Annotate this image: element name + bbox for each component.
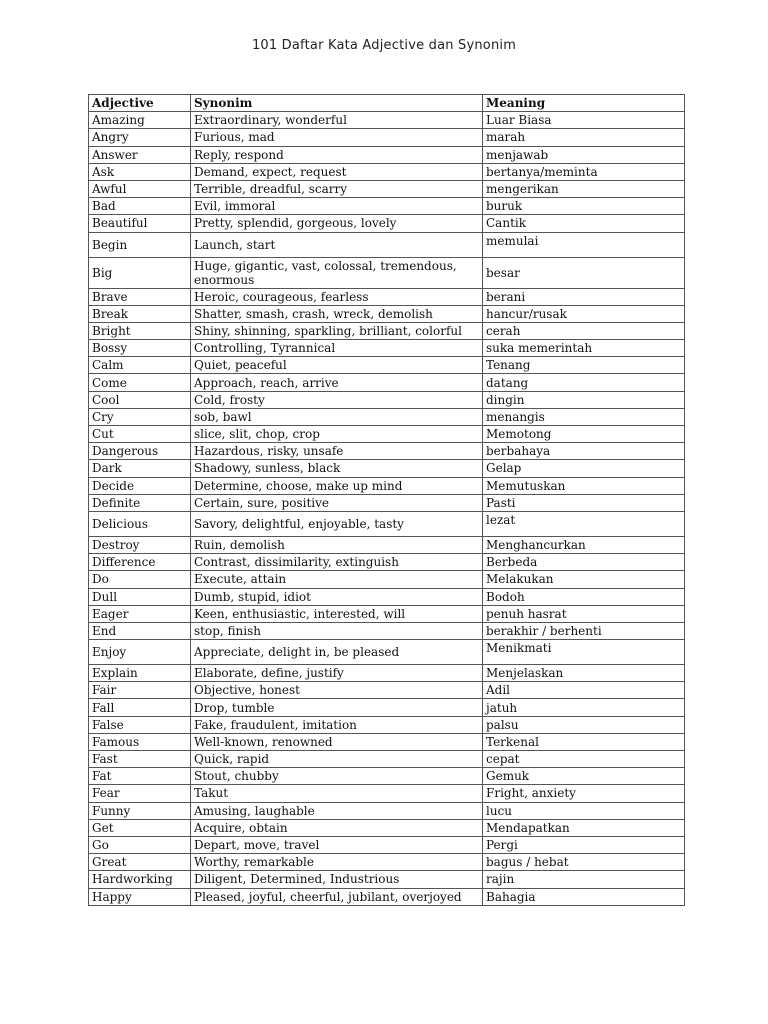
table-row xyxy=(89,494,685,511)
table-row xyxy=(89,146,685,163)
cell-synonim: Dumb, stupid, idiot xyxy=(191,588,483,605)
table-row xyxy=(89,257,685,288)
cell-adjective: Eager xyxy=(89,605,191,622)
cell-meaning: besar xyxy=(483,257,685,288)
cell-meaning: Bodoh xyxy=(483,588,685,605)
cell-adjective: Bright xyxy=(89,322,191,339)
table-row xyxy=(89,391,685,408)
cell-synonim: Fake, fraudulent, imitation xyxy=(191,716,483,733)
cell-synonim: Well-known, renowned xyxy=(191,733,483,750)
cell-synonim: Ruin, demolish xyxy=(191,536,483,553)
cell-adjective: Happy xyxy=(89,888,191,905)
cell-adjective: Begin xyxy=(89,232,191,257)
cell-adjective: Dark xyxy=(89,460,191,477)
vocabulary-table xyxy=(88,94,685,906)
cell-meaning: penuh hasrat xyxy=(483,605,685,622)
cell-meaning: Menghancurkan xyxy=(483,536,685,553)
cell-adjective: Amazing xyxy=(89,112,191,129)
cell-synonim: slice, slit, chop, crop xyxy=(191,426,483,443)
cell-meaning: menangis xyxy=(483,408,685,425)
cell-synonim: Execute, attain xyxy=(191,571,483,588)
table-row xyxy=(89,180,685,197)
cell-adjective: Bad xyxy=(89,198,191,215)
cell-synonim: stop, finish xyxy=(191,622,483,639)
cell-adjective: Ask xyxy=(89,163,191,180)
table-row xyxy=(89,408,685,425)
table-row xyxy=(89,716,685,733)
table-row xyxy=(89,640,685,665)
header-meaning: Meaning xyxy=(483,95,685,112)
cell-meaning: Terkenal xyxy=(483,733,685,750)
cell-adjective: Cry xyxy=(89,408,191,425)
page-title: 101 Daftar Kata Adjective dan Synonim xyxy=(251,38,517,53)
cell-meaning: berani xyxy=(483,288,685,305)
table-row xyxy=(89,511,685,536)
cell-meaning: mengerikan xyxy=(483,180,685,197)
cell-meaning: Fright, anxiety xyxy=(483,785,685,802)
table-row xyxy=(89,768,685,785)
table-row xyxy=(89,699,685,716)
cell-synonim: Huge, gigantic, vast, colossal, tremendous, enormous xyxy=(191,257,483,288)
cell-adjective: Get xyxy=(89,819,191,836)
cell-adjective: End xyxy=(89,622,191,639)
cell-meaning: Cantik xyxy=(483,215,685,232)
table-row xyxy=(89,802,685,819)
cell-adjective: Definite xyxy=(89,494,191,511)
table-row xyxy=(89,836,685,853)
table-row xyxy=(89,733,685,750)
cell-meaning: Gemuk xyxy=(483,768,685,785)
cell-synonim: Pretty, splendid, gorgeous, lovely xyxy=(191,215,483,232)
cell-synonim: Extraordinary, wonderful xyxy=(191,112,483,129)
cell-meaning: Pasti xyxy=(483,494,685,511)
table-row xyxy=(89,163,685,180)
cell-adjective: Dangerous xyxy=(89,443,191,460)
cell-meaning: Berbeda xyxy=(483,554,685,571)
cell-adjective: Destroy xyxy=(89,536,191,553)
cell-meaning: Bahagia xyxy=(483,888,685,905)
cell-meaning: dingin xyxy=(483,391,685,408)
cell-synonim: Appreciate, delight in, be pleased xyxy=(191,640,483,665)
cell-meaning: bagus / hebat xyxy=(483,854,685,871)
cell-synonim: Worthy, remarkable xyxy=(191,854,483,871)
cell-synonim: Depart, move, travel xyxy=(191,836,483,853)
cell-synonim: Shadowy, sunless, black xyxy=(191,460,483,477)
cell-synonim: Launch, start xyxy=(191,232,483,257)
cell-meaning: bertanya/meminta xyxy=(483,163,685,180)
cell-meaning: cepat xyxy=(483,751,685,768)
cell-adjective: Cut xyxy=(89,426,191,443)
cell-adjective: Dull xyxy=(89,588,191,605)
table-row xyxy=(89,112,685,129)
cell-adjective: Go xyxy=(89,836,191,853)
cell-synonim: Savory, delightful, enjoyable, tasty xyxy=(191,511,483,536)
cell-synonim: Quiet, peaceful xyxy=(191,357,483,374)
cell-adjective: Cool xyxy=(89,391,191,408)
cell-synonim: Contrast, dissimilarity, extinguish xyxy=(191,554,483,571)
table-row xyxy=(89,426,685,443)
table-row xyxy=(89,340,685,357)
cell-synonim: Determine, choose, make up mind xyxy=(191,477,483,494)
cell-synonim: Shiny, shinning, sparkling, brilliant, colorful xyxy=(191,322,483,339)
cell-synonim: Keen, enthusiastic, interested, will xyxy=(191,605,483,622)
cell-meaning: Gelap xyxy=(483,460,685,477)
table-row xyxy=(89,854,685,871)
cell-synonim: Evil, immoral xyxy=(191,198,483,215)
cell-meaning: Memotong xyxy=(483,426,685,443)
cell-meaning: berbahaya xyxy=(483,443,685,460)
table-row xyxy=(89,682,685,699)
cell-meaning: berakhir / berhenti xyxy=(483,622,685,639)
cell-synonim: Heroic, courageous, fearless xyxy=(191,288,483,305)
table-row xyxy=(89,888,685,905)
cell-synonim: Pleased, joyful, cheerful, jubilant, overjoyed xyxy=(191,888,483,905)
table-row xyxy=(89,198,685,215)
cell-adjective: Enjoy xyxy=(89,640,191,665)
table-row xyxy=(89,129,685,146)
cell-synonim: Amusing, laughable xyxy=(191,802,483,819)
cell-synonim: Controlling, Tyrannical xyxy=(191,340,483,357)
cell-synonim: Furious, mad xyxy=(191,129,483,146)
cell-adjective: Fear xyxy=(89,785,191,802)
cell-synonim: Approach, reach, arrive xyxy=(191,374,483,391)
cell-meaning: lezat xyxy=(483,511,685,536)
cell-synonim: Objective, honest xyxy=(191,682,483,699)
cell-meaning: Luar Biasa xyxy=(483,112,685,129)
table-row xyxy=(89,751,685,768)
cell-synonim: Takut xyxy=(191,785,483,802)
cell-adjective: Delicious xyxy=(89,511,191,536)
table-row xyxy=(89,665,685,682)
cell-synonim: Acquire, obtain xyxy=(191,819,483,836)
cell-synonim: Stout, chubby xyxy=(191,768,483,785)
table-header-row xyxy=(89,95,685,112)
table-row xyxy=(89,232,685,257)
cell-synonim: sob, bawl xyxy=(191,408,483,425)
cell-adjective: Break xyxy=(89,305,191,322)
table-row xyxy=(89,622,685,639)
cell-meaning: buruk xyxy=(483,198,685,215)
table-row xyxy=(89,322,685,339)
cell-meaning: Melakukan xyxy=(483,571,685,588)
cell-meaning: Menikmati xyxy=(483,640,685,665)
cell-adjective: Fast xyxy=(89,751,191,768)
cell-meaning: marah xyxy=(483,129,685,146)
table-row xyxy=(89,305,685,322)
cell-meaning: Mendapatkan xyxy=(483,819,685,836)
table-row xyxy=(89,785,685,802)
cell-synonim: Shatter, smash, crash, wreck, demolish xyxy=(191,305,483,322)
cell-meaning: suka memerintah xyxy=(483,340,685,357)
cell-synonim: Cold, frosty xyxy=(191,391,483,408)
table-row xyxy=(89,536,685,553)
cell-meaning: Tenang xyxy=(483,357,685,374)
cell-adjective: Calm xyxy=(89,357,191,374)
cell-adjective: Difference xyxy=(89,554,191,571)
table-row xyxy=(89,871,685,888)
cell-adjective: Awful xyxy=(89,180,191,197)
cell-synonim: Hazardous, risky, unsafe xyxy=(191,443,483,460)
table-row xyxy=(89,215,685,232)
table-row xyxy=(89,374,685,391)
cell-adjective: Fair xyxy=(89,682,191,699)
cell-meaning: palsu xyxy=(483,716,685,733)
cell-adjective: Famous xyxy=(89,733,191,750)
table-row xyxy=(89,443,685,460)
table-row xyxy=(89,554,685,571)
cell-adjective: Angry xyxy=(89,129,191,146)
cell-adjective: Funny xyxy=(89,802,191,819)
cell-adjective: False xyxy=(89,716,191,733)
cell-adjective: Brave xyxy=(89,288,191,305)
cell-adjective: Beautiful xyxy=(89,215,191,232)
table-row xyxy=(89,357,685,374)
cell-adjective: Fat xyxy=(89,768,191,785)
cell-meaning: lucu xyxy=(483,802,685,819)
cell-adjective: Great xyxy=(89,854,191,871)
cell-meaning: memulai xyxy=(483,232,685,257)
cell-synonim: Terrible, dreadful, scarry xyxy=(191,180,483,197)
cell-adjective: Explain xyxy=(89,665,191,682)
table-row xyxy=(89,605,685,622)
cell-adjective: Hardworking xyxy=(89,871,191,888)
table-row xyxy=(89,588,685,605)
cell-meaning: datang xyxy=(483,374,685,391)
cell-meaning: rajin xyxy=(483,871,685,888)
header-adjective: Adjective xyxy=(89,95,191,112)
cell-adjective: Fall xyxy=(89,699,191,716)
cell-adjective: Answer xyxy=(89,146,191,163)
cell-adjective: Come xyxy=(89,374,191,391)
cell-meaning: Pergi xyxy=(483,836,685,853)
table-row xyxy=(89,571,685,588)
cell-synonim: Certain, sure, positive xyxy=(191,494,483,511)
cell-meaning: hancur/rusak xyxy=(483,305,685,322)
table-row xyxy=(89,477,685,494)
table-row xyxy=(89,460,685,477)
cell-adjective: Do xyxy=(89,571,191,588)
cell-adjective: Decide xyxy=(89,477,191,494)
cell-synonim: Reply, respond xyxy=(191,146,483,163)
cell-synonim: Elaborate, define, justify xyxy=(191,665,483,682)
cell-meaning: Memutuskan xyxy=(483,477,685,494)
cell-synonim: Demand, expect, request xyxy=(191,163,483,180)
cell-synonim: Drop, tumble xyxy=(191,699,483,716)
table-row xyxy=(89,288,685,305)
header-synonim: Synonim xyxy=(191,95,483,112)
cell-meaning: jatuh xyxy=(483,699,685,716)
cell-meaning: Menjelaskan xyxy=(483,665,685,682)
cell-synonim: Diligent, Determined, Industrious xyxy=(191,871,483,888)
cell-synonim: Quick, rapid xyxy=(191,751,483,768)
cell-adjective: Big xyxy=(89,257,191,288)
table-row xyxy=(89,819,685,836)
cell-meaning: menjawab xyxy=(483,146,685,163)
cell-meaning: Adil xyxy=(483,682,685,699)
cell-meaning: cerah xyxy=(483,322,685,339)
cell-adjective: Bossy xyxy=(89,340,191,357)
